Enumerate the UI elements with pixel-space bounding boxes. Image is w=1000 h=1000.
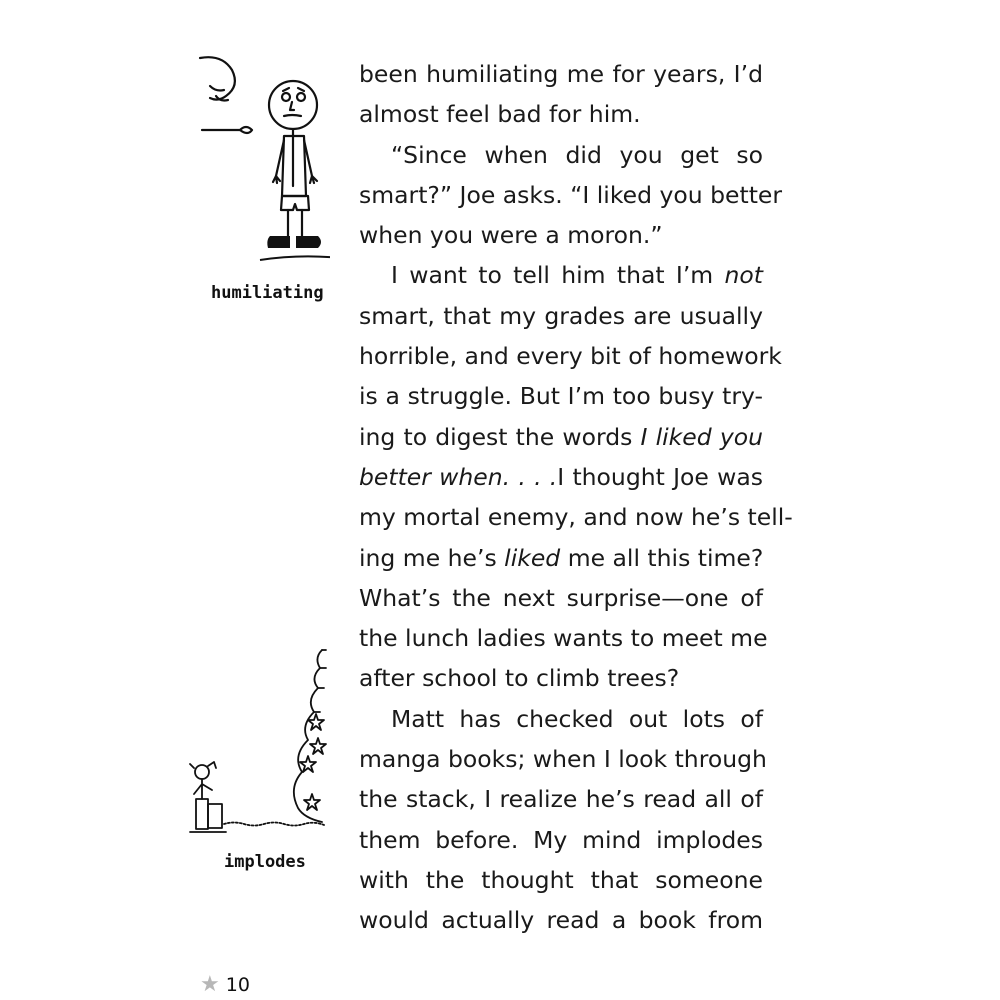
text-line: [359, 255, 763, 295]
text-line: [359, 215, 763, 255]
text-segment: What’s the next surprise—one of: [359, 583, 763, 612]
text-line: [359, 497, 793, 537]
text-line: [359, 820, 763, 860]
text-line: [359, 699, 763, 739]
text-segment: is a struggle. But I’m too busy try-: [359, 382, 763, 411]
text-segment: me all this time?: [560, 543, 764, 572]
text-segment: with the thought that someone: [359, 865, 763, 894]
text-segment: my mortal enemy, and now he’s tell-: [359, 503, 793, 532]
text-line: [359, 900, 763, 940]
text-line: [359, 618, 768, 658]
text-line: [359, 779, 763, 819]
text-segment: smart?” Joe asks. “I liked you better: [359, 180, 783, 209]
page-folio: [200, 974, 250, 996]
text-line: [359, 135, 763, 175]
text-line: [359, 739, 767, 779]
text-segment: smart, that my grades are usually: [359, 301, 763, 330]
text-segment: I want to tell him that I’m: [391, 261, 725, 290]
text-segment: Matt has checked out lots of: [391, 704, 763, 733]
italic-text: better when. . . .: [359, 462, 558, 491]
illustration-caption-implodes: implodes: [224, 852, 306, 872]
page-number: 10: [225, 974, 250, 996]
text-line: [359, 54, 763, 94]
italic-text: I liked you: [640, 422, 764, 451]
text-segment: horrible, and every bit of homework: [359, 342, 782, 371]
text-segment: ing to digest the words: [359, 422, 641, 451]
text-segment: I thought Joe was: [557, 462, 763, 491]
text-segment: been humiliating me for years, I’d: [359, 60, 763, 88]
text-line: [359, 457, 763, 497]
text-line: [359, 538, 763, 578]
text-segment: after school to climb trees?: [359, 664, 680, 693]
text-segment: almost feel bad for him.: [359, 100, 641, 129]
text-line: [359, 860, 763, 900]
text-line: [359, 578, 763, 618]
text-line: [359, 658, 763, 698]
text-line: [359, 336, 782, 376]
text-line: [359, 376, 763, 416]
italic-text: not: [724, 261, 763, 290]
text-segment: “Since when did you get so: [391, 140, 763, 169]
illustration-caption-humiliating: humiliating: [211, 283, 324, 303]
italic-text: liked: [504, 543, 561, 572]
text-segment: them before. My mind implodes: [359, 825, 763, 854]
text-segment: would actually read a book from: [359, 906, 763, 935]
star-icon: ★: [200, 972, 220, 997]
implodes-figure-illustration: [186, 644, 336, 844]
text-segment: the stack, I realize he’s read all of: [359, 785, 763, 814]
text-segment: the lunch ladies wants to meet me: [359, 624, 768, 653]
text-segment: manga books; when I look through: [359, 745, 767, 774]
text-segment: ing me he’s: [359, 543, 505, 572]
text-line: [359, 175, 783, 215]
body-text: [359, 54, 793, 941]
text-line: [359, 296, 763, 336]
text-segment: when you were a moron.”: [359, 221, 663, 250]
humiliated-stick-figure-illustration: [190, 50, 330, 270]
text-line: [359, 417, 763, 457]
text-line: [359, 94, 763, 134]
